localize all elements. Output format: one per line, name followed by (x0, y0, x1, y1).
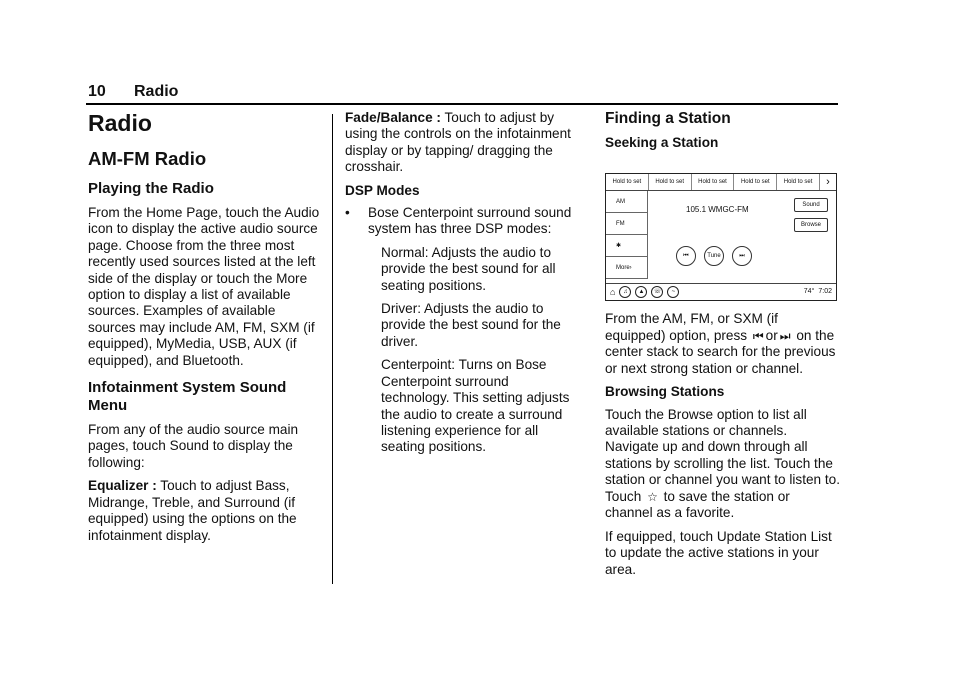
browse-paragraph (605, 407, 841, 522)
preset-button: Hold to set (734, 174, 777, 190)
status-readout (804, 288, 832, 296)
seek-back-icon: ⏮ (752, 329, 764, 344)
mode-normal: Normal: Adjusts the audio to provide the best sound for all seating positions. (381, 244, 556, 293)
source-more: More› (606, 257, 648, 279)
source-list (606, 191, 648, 279)
source-fm: FM (606, 213, 648, 235)
audio-icon: ♫ (619, 286, 631, 298)
seek-forward-icon: ⏭ (779, 329, 791, 344)
source-am: AM (606, 191, 648, 213)
update-paragraph: If equipped, touch Update Station List to update the active stations in your area. (605, 528, 832, 577)
bluetooth-icon: ✱ (606, 235, 648, 257)
mode-driver: Driver: Adjusts the audio to provide the best sound for the driver. (381, 301, 561, 349)
chevron-right-icon: › (826, 176, 830, 189)
mode-centerpoint: Centerpoint: Turns on Bose Centerpoint surround technology. This setting adjusts the audio to create a surround listening experience for all seating positions. (381, 357, 570, 455)
dsp-heading: DSP Modes (345, 182, 420, 198)
section-heading: AM-FM Radio (88, 148, 207, 169)
playing-heading: Playing the Radio (88, 180, 214, 197)
onstar-icon: ~ (667, 286, 679, 298)
station-name: 105.1 WMGC-FM (686, 205, 749, 215)
list-item (345, 205, 577, 238)
temperature: 74° (803, 288, 815, 296)
star-icon: ☆ (647, 489, 658, 504)
seek-text-2: on the center stack to search for the previous or next strong station or channel. (605, 327, 836, 376)
chapter-title: Radio (88, 110, 152, 136)
preset-button: Hold to set (777, 174, 820, 190)
radio-screen-illustration (605, 173, 837, 301)
section-title: Radio (134, 83, 179, 100)
sound-menu-paragraph: From any of the audio source main pages, touch Sound to display the following: (88, 422, 299, 470)
sound-button: Sound (794, 198, 828, 212)
browsing-heading: Browsing Stations (605, 384, 725, 400)
seek-paragraph (605, 311, 841, 377)
preset-button: Hold to set (649, 174, 692, 190)
clock: 7:02 (818, 288, 832, 296)
header-rule (86, 103, 838, 105)
column-2 (345, 110, 577, 463)
fade-text: Touch to adjust by using the controls on the infotainment display or by tapping/ dragging the crosshair. (345, 110, 571, 175)
fade-term: Fade/Balance : (345, 110, 441, 125)
seek-or: or (765, 327, 778, 343)
phone-icon: ☏ (651, 286, 663, 298)
status-bar (606, 283, 836, 300)
playing-paragraph: From the Home Page, touch the Audio icon to display the active audio source page. Choose from the three most recently used sources listed at the left side of the display or touch the More option to display a list of available sources. Examples of available sources may include AM, FM, SXM (if equipped), MyMedia, USB, AUX (if equipped), and Bluetooth. (88, 205, 320, 368)
page-header (88, 83, 178, 101)
seek-forward-icon: ⏭ (732, 246, 752, 266)
browse-text-2: to save the station or channel as a favorite. (605, 488, 790, 521)
tune-button: Tune (704, 246, 724, 266)
finding-heading: Finding a Station (605, 110, 731, 127)
equalizer-paragraph (88, 478, 324, 544)
bullet-dot: • (345, 205, 350, 221)
browse-button: Browse (794, 218, 828, 232)
seek-text-1: From the AM, FM, or SXM (if equipped) option, press (605, 311, 778, 343)
preset-bar (606, 174, 836, 191)
preset-button: Hold to set (692, 174, 735, 190)
home-icon: ⌂ (610, 287, 616, 298)
seek-back-icon: ⏮ (676, 246, 696, 266)
column-3 (605, 110, 841, 585)
bullet-text: Bose Centerpoint surround sound system has three DSP modes: (368, 205, 572, 237)
sound-menu-heading: Infotainment System Sound Menu (88, 379, 287, 415)
fade-paragraph (345, 110, 577, 176)
equalizer-text: Touch to adjust Bass, Midrange, Treble, and Surround (if equipped) using the options on the infotainment display. (88, 478, 297, 543)
tune-controls (676, 246, 752, 266)
equalizer-term: Equalizer : (88, 478, 157, 494)
column-1 (88, 110, 324, 551)
browse-text-1: Touch the Browse option to list all available stations or channels. Navigate up and down through all stations by scrolling the list. Touch the station or channel you want to listen to. Touch (605, 406, 841, 504)
page-number: 10 (88, 83, 106, 100)
seeking-heading: Seeking a Station (605, 135, 719, 150)
preset-button: Hold to set (606, 174, 649, 190)
nav-icon: ▲ (635, 286, 647, 298)
column-divider (332, 114, 333, 584)
